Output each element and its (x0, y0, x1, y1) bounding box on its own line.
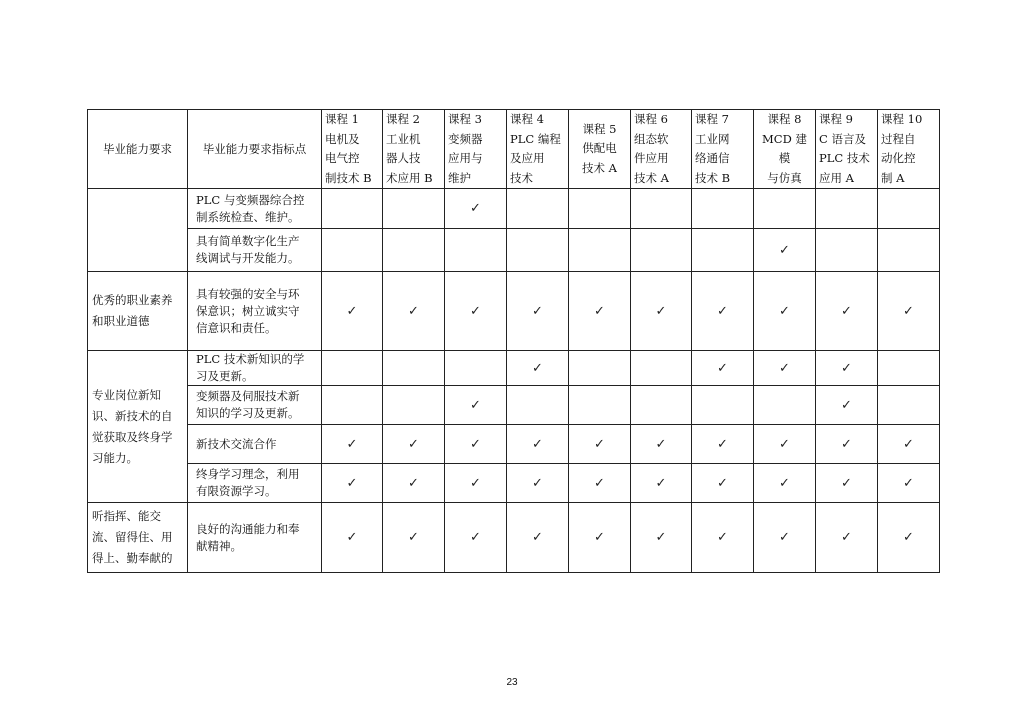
empty-cell (631, 351, 692, 386)
check-mark-icon: ✓ (569, 464, 631, 503)
check-mark-icon: ✓ (569, 272, 631, 351)
check-mark-icon: ✓ (322, 272, 383, 351)
check-mark-icon: ✓ (445, 425, 507, 464)
check-mark-icon: ✓ (569, 425, 631, 464)
header-indicator: 毕业能力要求指标点 (188, 110, 322, 189)
table-row (88, 503, 940, 573)
check-mark-icon: ✓ (878, 425, 940, 464)
header-course-3: 课程 3 变频器 应用与 维护 (445, 110, 507, 189)
indicator-cell: PLC 技术新知识的学 习及更新。 (188, 351, 322, 386)
check-mark-icon: ✓ (754, 351, 816, 386)
header-course-4: 课程 4 PLC 编程 及应用 技术 (507, 110, 569, 189)
header-course-1: 课程 1 电机及 电气控 制技术 B (322, 110, 383, 189)
header-row (88, 110, 940, 189)
check-mark-icon: ✓ (816, 503, 878, 573)
check-mark-icon: ✓ (692, 425, 754, 464)
check-mark-icon: ✓ (631, 272, 692, 351)
check-mark-icon: ✓ (692, 272, 754, 351)
table-row (88, 272, 940, 351)
check-mark-icon: ✓ (878, 503, 940, 573)
empty-cell (322, 229, 383, 272)
indicator-cell: 变频器及伺服技术新 知识的学习及更新。 (188, 386, 322, 425)
indicator-cell: 良好的沟通能力和奉 献精神。 (188, 503, 322, 573)
empty-cell (383, 386, 445, 425)
check-mark-icon: ✓ (878, 464, 940, 503)
table-row (88, 386, 940, 425)
check-mark-icon: ✓ (631, 503, 692, 573)
empty-cell (878, 386, 940, 425)
empty-cell (322, 351, 383, 386)
course-matrix-table (87, 109, 940, 573)
check-mark-icon: ✓ (631, 425, 692, 464)
check-mark-icon: ✓ (322, 464, 383, 503)
check-mark-icon: ✓ (445, 386, 507, 425)
matrix-body (88, 189, 940, 573)
check-mark-icon: ✓ (507, 503, 569, 573)
check-mark-icon: ✓ (878, 272, 940, 351)
empty-cell (445, 229, 507, 272)
empty-cell (383, 189, 445, 229)
empty-cell (507, 229, 569, 272)
table-row (88, 229, 940, 272)
check-mark-icon: ✓ (816, 464, 878, 503)
empty-cell (878, 351, 940, 386)
table-row (88, 189, 940, 229)
empty-cell (569, 386, 631, 425)
check-mark-icon: ✓ (322, 425, 383, 464)
empty-cell (445, 351, 507, 386)
table-row (88, 464, 940, 503)
empty-cell (631, 229, 692, 272)
empty-cell (507, 189, 569, 229)
check-mark-icon: ✓ (692, 503, 754, 573)
header-course-7: 课程 7 工业网 络通信 技术 B (692, 110, 754, 189)
empty-cell (569, 351, 631, 386)
check-mark-icon: ✓ (754, 425, 816, 464)
indicator-cell: 终身学习理念，利用 有限资源学习。 (188, 464, 322, 503)
check-mark-icon: ✓ (569, 503, 631, 573)
empty-cell (569, 229, 631, 272)
check-mark-icon: ✓ (816, 425, 878, 464)
empty-cell (322, 386, 383, 425)
empty-cell (631, 189, 692, 229)
check-mark-icon: ✓ (507, 425, 569, 464)
indicator-cell: 具有简单数字化生产 线调试与开发能力。 (188, 229, 322, 272)
empty-cell (754, 386, 816, 425)
empty-cell (383, 351, 445, 386)
check-mark-icon: ✓ (445, 503, 507, 573)
check-mark-icon: ✓ (507, 464, 569, 503)
check-mark-icon: ✓ (445, 464, 507, 503)
empty-cell (631, 386, 692, 425)
empty-cell (507, 386, 569, 425)
check-mark-icon: ✓ (692, 464, 754, 503)
empty-cell (692, 189, 754, 229)
category-cell: 专业岗位新知 识、新技术的自 觉获取及终身学 习能力。 (88, 351, 188, 503)
indicator-cell: 新技术交流合作 (188, 425, 322, 464)
header-category: 毕业能力要求 (88, 110, 188, 189)
empty-cell (816, 189, 878, 229)
empty-cell (569, 189, 631, 229)
page-number: 23 (506, 677, 518, 688)
category-cell: 优秀的职业素养 和职业道德 (88, 272, 188, 351)
empty-cell (322, 189, 383, 229)
empty-cell (878, 229, 940, 272)
check-mark-icon: ✓ (507, 272, 569, 351)
check-mark-icon: ✓ (383, 503, 445, 573)
check-mark-icon: ✓ (631, 464, 692, 503)
header-course-2: 课程 2 工业机 器人技 术应用 B (383, 110, 445, 189)
indicator-cell: 具有较强的安全与环 保意识；树立诚实守 信意识和责任。 (188, 272, 322, 351)
check-mark-icon: ✓ (754, 272, 816, 351)
check-mark-icon: ✓ (507, 351, 569, 386)
category-cell: 听指挥、能交 流、留得住、用 得上、勤奉献的 (88, 503, 188, 573)
header-course-5: 课程 5 供配电 技术 A (569, 110, 631, 189)
check-mark-icon: ✓ (383, 464, 445, 503)
header-course-8: 课程 8 MCD 建模 与仿真 (754, 110, 816, 189)
empty-cell (383, 229, 445, 272)
empty-cell (692, 229, 754, 272)
header-course-9: 课程 9 C 语言及 PLC 技术 应用 A (816, 110, 878, 189)
check-mark-icon: ✓ (383, 272, 445, 351)
header-course-6: 课程 6 组态软 件应用 技术 A (631, 110, 692, 189)
check-mark-icon: ✓ (816, 386, 878, 425)
check-mark-icon: ✓ (322, 503, 383, 573)
check-mark-icon: ✓ (754, 229, 816, 272)
table-row (88, 351, 940, 386)
check-mark-icon: ✓ (816, 351, 878, 386)
check-mark-icon: ✓ (445, 272, 507, 351)
empty-cell (816, 229, 878, 272)
check-mark-icon: ✓ (383, 425, 445, 464)
check-mark-icon: ✓ (754, 503, 816, 573)
check-mark-icon: ✓ (445, 189, 507, 229)
check-mark-icon: ✓ (816, 272, 878, 351)
category-cell (88, 189, 188, 272)
header-course-10: 课程 10 过程自 动化控 制 A (878, 110, 940, 189)
check-mark-icon: ✓ (754, 464, 816, 503)
empty-cell (692, 386, 754, 425)
table-row (88, 425, 940, 464)
indicator-cell: PLC 与变频器综合控 制系统检查、维护。 (188, 189, 322, 229)
empty-cell (878, 189, 940, 229)
check-mark-icon: ✓ (692, 351, 754, 386)
empty-cell (754, 189, 816, 229)
